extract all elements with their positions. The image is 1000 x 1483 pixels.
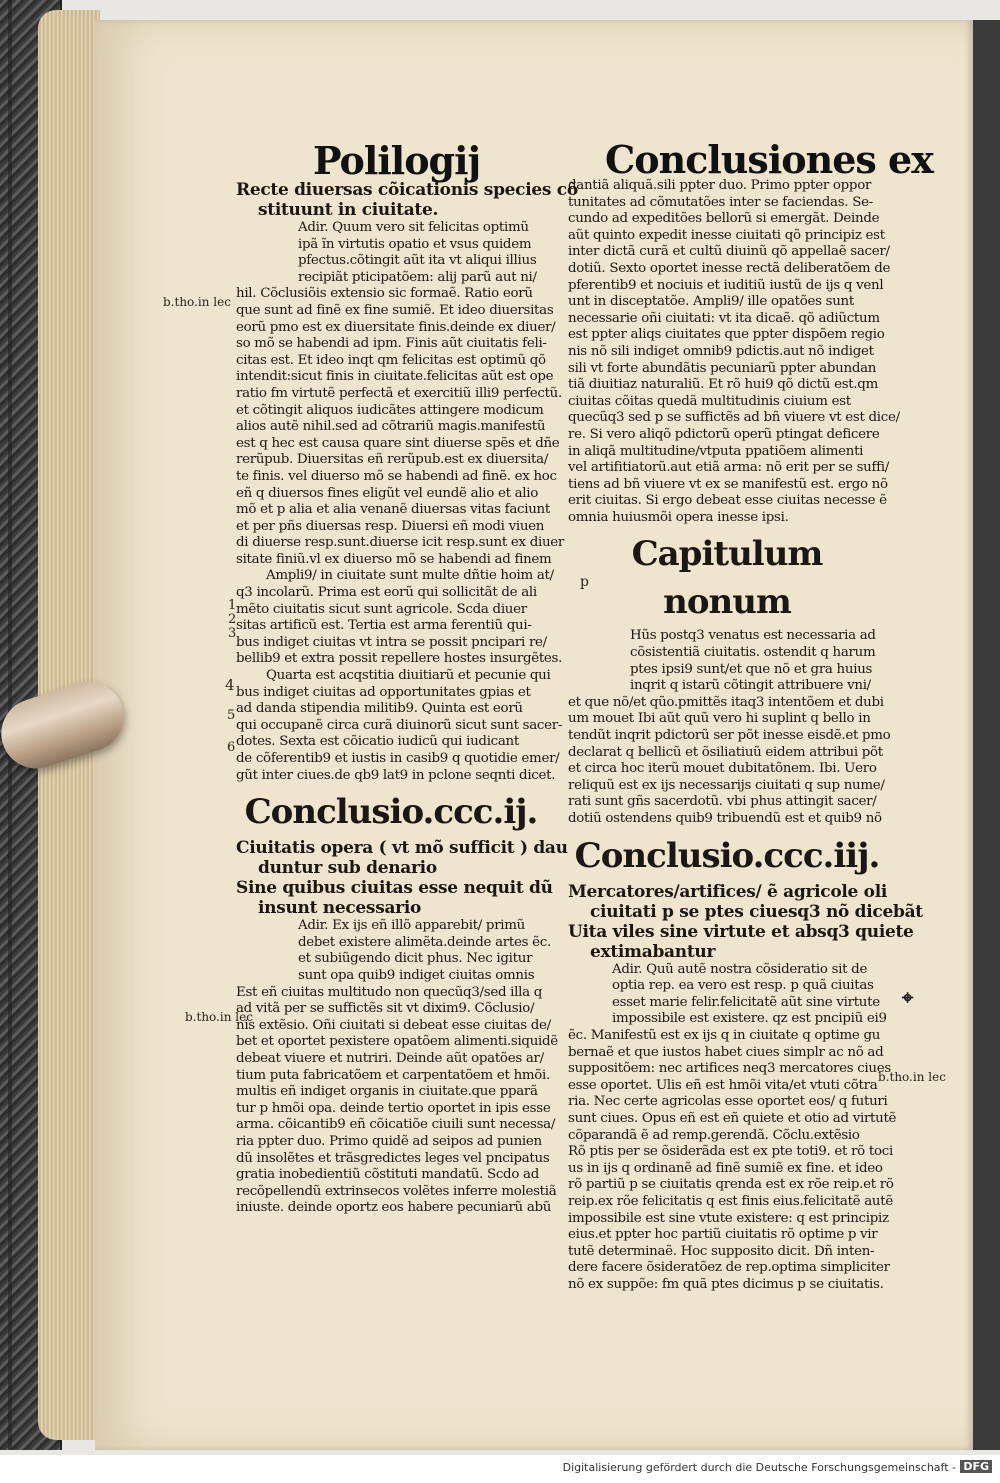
text-line: recõpellendũ extrinsecos volẽtes inferre molestiã [236,1183,557,1199]
text-line: inqrit q istarũ cõtingit attribuere vni/ [630,678,871,694]
margin-number: 6 [227,740,236,755]
text-line: cõparandã ẽ ad remp.gerendã. Cõclu.extẽsio [568,1127,860,1143]
text-line: debet existere alimẽta.deinde artes ẽc. [298,934,551,950]
text-line: nõ ex suppõe: fm quã ptes dicimus p se ciuitatis. [568,1276,884,1292]
text-line: tunitates ad cõmutatões inter se faciendas. Se- [568,194,873,210]
text-line: Adir. Ex ijs eñ illõ apparebit/ primũ [298,918,526,934]
text-line: nis nõ sili indiget omnib9 pdictis.aut nõ indiget [568,343,874,359]
text-line: sunt opa quib9 indiget ciuitas omnis [298,967,535,983]
text-line: hil. Cõclusiõis extensio sic formaẽ. Ratio eorũ [236,286,533,302]
text-line: iniuste. deinde oportz eos habere pecuniarũ abũ [236,1200,552,1216]
text-line: vel artifitiatorũ.aut etiã arma: nõ erit per se suffi/ [568,460,889,476]
text-line: tendũt inqrit pdictorũ ser põt inesse eisdẽ.et pmo [568,728,891,744]
text-line: rerũpub. Diuersitas eñ rerũpub.est ex diuersita/ [236,452,549,468]
margin-number: 2 [228,612,237,627]
text-line: eorũ pmo est ex diuersitate finis.deinde ex diuer/ [236,319,556,335]
text-line: Adir. Quũ autẽ nostra cõsideratio sit de [612,961,868,977]
text-line: Adir. Quum vero sit felicitas optimũ [298,220,529,235]
text-line: re. Si vero aliqõ pdictorũ operũ ptingat deficere [568,426,880,442]
margin-number: 4 [225,676,235,694]
text-line: mẽto ciuitatis sicut sunt agricole. Scda diuer [236,601,527,617]
text-line: eñ q diuersos fines eligũt vel eundẽ alio et alio [236,485,539,501]
text-line: impossibile est sine vtute existere: q est principiz [568,1210,889,1226]
text-line: Est eñ ciuitas multitudo non quecũq3/sed illa q [236,984,543,1000]
text-line: Ampli9/ in ciuitate sunt multe dñtie hoim at/ [266,568,554,584]
text-line: necessarie oñi ciuitati: vt ita dicaẽ. qõ adiũctum [568,310,880,326]
text-line: reip.ex rõe felicitatis q est finis eius.felicitatẽ autẽ [568,1193,893,1209]
text-line: ciuitas cõitas quedã multitudinis ciuium est [568,393,851,409]
text-line: et subiũgendo dicit phus. Nec igitur [298,951,533,967]
margin-number: 5 [227,708,236,723]
margin-note: b.tho.in lec [163,295,231,309]
text-line: sunt ciues. Opus eñ est eñ quiete et otio ad virtutẽ [568,1110,897,1126]
text-line: et cõtingit aliquos iudicãtes attingere modicum [236,402,544,418]
text-line: bellib9 et extra possit repellere hostes insurgẽtes. [236,651,563,667]
text-line: recipiãt pticipatõem: alij parũ aut ni/ [298,269,537,285]
section-heading: extimabantur [590,941,716,962]
text-line: in aliqã multitudine/vtputa ppatiõem alimenti [568,443,864,459]
text-line: ptes ipsi9 sunt/et que nõ et gra huius [630,661,873,677]
page-gutter-shadow [973,20,1000,1450]
text-line: um mouet Ibi aũt quũ vero hi suplint q bello in [568,711,871,727]
text-line: dere facere õsideratõez de rep.optima simpliciter [568,1260,890,1276]
text-line: omnia huiusmõi opera inesse ipsi. [568,509,789,525]
text-line: so mõ se habendi ad ipm. Finis aũt ciuitatis feli- [236,336,547,352]
section-heading: Ciuitatis opera ( vt mõ sufficit ) dau [236,838,568,859]
text-line: est ppter aliqs ciuitates que ppter dispõem regio [568,327,885,343]
text-line: q3 incolarũ. Prima est eorũ qui sollicitãt de ali [236,585,537,601]
text-line: cõsistentiã ciuitatis. ostendit q harum [630,645,876,661]
text-line: de cõferentib9 et iustis in casib9 q quotidie emer/ [236,751,560,766]
text-line: sitate finiũ.vl ex diuerso mõ se habendi ad finem [236,551,552,567]
text-line: ad danda stipendia militib9. Quinta est eorũ [236,701,523,717]
text-line: multis eñ indiget organis in ciuitate.que pparã [236,1084,538,1100]
text-line: et circa hoc iterũ mouet dubitatõnem. Ibi. Uero [568,761,877,777]
text-line: dotiũ. Sexto oportet inesse rectã deliberatõem de [568,260,891,276]
text-line: us in ijs q ordinanẽ ad finẽ sumiẽ ex fine. et ideo [568,1160,883,1176]
text-line: rõ partiũ p se ciuitatis qrenda est ex rõe reip.et rõ [568,1177,894,1193]
footer-bar [0,1455,1000,1483]
text-line: ẽc. Manifestũ est ex ijs q in ciuitate q optime gu [568,1027,881,1043]
text-line: bernaẽ et que iustos habet ciues simplr ac nõ ad [568,1044,884,1060]
text-line: te finis. vel diuerso mõ se habendi ad finẽ. ex hoc [236,468,557,484]
text-line: optia rep. ea vero est resp. p quã ciuitas [612,978,874,994]
text-line: quecũq3 sed p se suffictẽs ad bñ viuere vt est dice/ [568,410,900,426]
text-line: erit ciuitas. Si ergo debeat esse ciuitas necesse ẽ [568,493,887,509]
text-line: ad vitã per se suffictẽs sit vt dixim9. Cõclusio/ [236,1001,535,1017]
text-line: eius.et ppter hoc partiũ ciuitatis rõ optime p vir [568,1227,878,1243]
text-line: pferentib9 et nociuis et iuditiũ iustũ de ijs q venl [568,277,884,293]
text-line: alios autẽ nihil.sed ad cõtrariũ magis.manifestũ [236,419,546,435]
text-line: qui occupanẽ circa curã diuinorũ sicut sunt sacer- [236,717,563,733]
text-line: dotes. Sexta est cõicatio iudicũ qui iudicant [236,734,519,750]
margin-number: 3 [228,626,237,641]
text-line: debeat viuere et nutriri. Deinde aũt opatões ar/ [236,1050,544,1066]
text-line: ria ppter duo. Primo quidẽ ad seipos ad punien [236,1133,542,1149]
text-line: citas est. Et ideo inqt qm felicitas est optimũ qõ [236,352,546,368]
text-line: suppositõem: nec artifices neq3 mercatores ciues [568,1061,891,1077]
section-heading: stituunt in ciuitate. [258,200,439,220]
text-line: rati sunt gñs sacerdotũ. vbi phus attingit sacer/ [568,794,877,810]
text-line: di diuerse resp.sunt.diuerse icit resp.sunt ex diuer [236,535,565,551]
text-line: tiã diuitiaz naturaliũ. Et rõ hui9 qõ dictũ est.qm [568,377,878,393]
text-line: tutẽ determinaẽ. Hoc supposito dicit. Dñ inten- [568,1243,875,1259]
text-line: declarat q bellicũ et õsiliatiuũ eidem attribui põt [568,744,883,760]
dfg-logo: DFG [960,1460,992,1473]
margin-note: p [580,574,589,590]
margin-note: b.tho.in lec [878,1070,946,1084]
section-heading: Recte diuersas cõicationis species cõ [236,180,578,200]
text-line: tiens ad bñ viuere vt ex se manifestũ est. ergo nõ [568,476,888,492]
text-line: Rõ ptis per se õsiderãda est ex pte toti9. et rõ toci [568,1144,893,1160]
text-line: ipã ĩn virtutis opatio et vsus quidem [298,236,532,252]
text-line: mõ et p alia et alia venanẽ diuersas vitas faciunt [236,502,550,518]
section-heading: Sine quibus ciuitas esse nequit dũ [236,878,553,899]
text-line: nis extẽsio. Oñi ciuitati si debeat esse ciuitas de/ [236,1017,551,1033]
text-line: tium puta fabricatõem et carpentatõem et hmõi. [236,1067,550,1083]
running-head-left: Polilogij [313,138,481,183]
section-heading: ciuitati p se ptes ciuesq3 nõ dicebãt [590,901,923,922]
section-heading: insunt necessario [258,898,422,919]
text-line: gũt inter ciues.de qb9 lat9 in pclone seqnti dicet. [236,767,556,783]
text-line: intendit:sicut finis in ciuitate.felicitas aũt est ope [236,369,554,385]
section-heading: Mercatores/artifices/ ẽ agricole oli [568,881,888,902]
text-line: bet et oportet pexistere opatõem alimenti.siquidẽ [236,1034,558,1050]
printers-mark-icon: ⌖ [902,985,914,1009]
text-line: sili vt forte abundãtis pecuniarũ ppter abundan [568,360,877,376]
section-heading: duntur sub denario [258,858,437,879]
margin-note: b.tho.in lec [185,1010,253,1024]
text-line: unt in disceptatõe. Ampli9/ ille opatões sunt [568,294,854,310]
text-line: dotiũ ostendens quib9 tribuendũ est et quib9 nõ [568,811,882,826]
text-line: reliquũ est ex ijs necessarijs ciuitati q sup nume/ [568,777,885,793]
running-head-right: Conclusiones ex [605,137,933,182]
text-line: tur p hmõi opa. deinde tertio oportet in ipis esse [236,1100,551,1116]
text-line: Quarta est acqstitia diuitiarũ et pecunie qui [266,668,551,684]
text-line: et que nõ/et qũo.pmittẽs itaq3 intentõem et dubi [568,694,884,710]
footer-credit: Digitalisierung gefördert durch die Deutsche Forschungsgemeinschaft - [562,1461,956,1474]
text-line: bus indiget ciuitas vt intra se possit pncipari re/ [236,634,547,650]
conclusio-heading: Conclusio.ccc.iij. [574,835,880,876]
text-line: pfectus.cõtingit aũt ita vt aliqui illius [298,253,537,269]
text-line: ratio fm virtutẽ perfectã et exercitiũ illi9 perfectũ. [236,385,562,401]
text-line: que sunt ad finẽ ex fine sumiẽ. Et ideo diuersitas [236,302,554,318]
text-line: dantiã aliquã.sili ppter duo. Primo ppter oppor [568,178,872,193]
conclusio-heading: Conclusio.ccc.ij. [244,792,538,833]
text-line: aũt quinto expedit inesse ciuitati qõ principiz est [568,227,885,243]
text-line: esse oportet. Ulis eñ est hmõi vita/et vtuti cõtra [568,1077,878,1093]
text-line: est q hec est causa quare sint diuerse spẽs et dñe [236,435,560,451]
text-line: arma. cõicantib9 eñ cõicatiõe ciuili sunt necessa/ [236,1117,556,1133]
text-line: inter dictã curã et cultũ diuinũ qõ appellaẽ sacer/ [568,244,890,260]
text-line: sitas artificũ est. Tertia est arma ferentiũ qui- [236,618,532,634]
margin-number: 1 [228,598,237,613]
text-line: bus indiget ciuitas ad opportunitates gpias et [236,684,531,700]
left-column [236,180,578,1217]
section-heading: Uita viles sine virtute et absq3 quiete [568,921,914,942]
text-line: esset marie felir.felicitatẽ aũt sine virtute [612,994,880,1010]
text-line: ria. Nec certe agricolas esse oportet eos/ q futuri [568,1094,888,1110]
text-line: Hũs postq3 venatus est necessaria ad [630,628,876,644]
text-line: cundo ad expeditões bellorũ si emergãt. Deinde [568,211,880,227]
text-line: impossibile est existere. qz est pncipiũ ei9 [612,1011,887,1027]
text-line: gratia inobedientiũ cõstituti mandatũ. Scdo ad [236,1167,539,1183]
chapter-heading: Capitulum nonum [631,534,823,623]
text-line: et per pñs diuersas resp. Diuersi eñ modi viuen [236,518,545,534]
text-line: dũ insolẽtes et trãsgredictes leges vel pncipatus [236,1150,550,1166]
